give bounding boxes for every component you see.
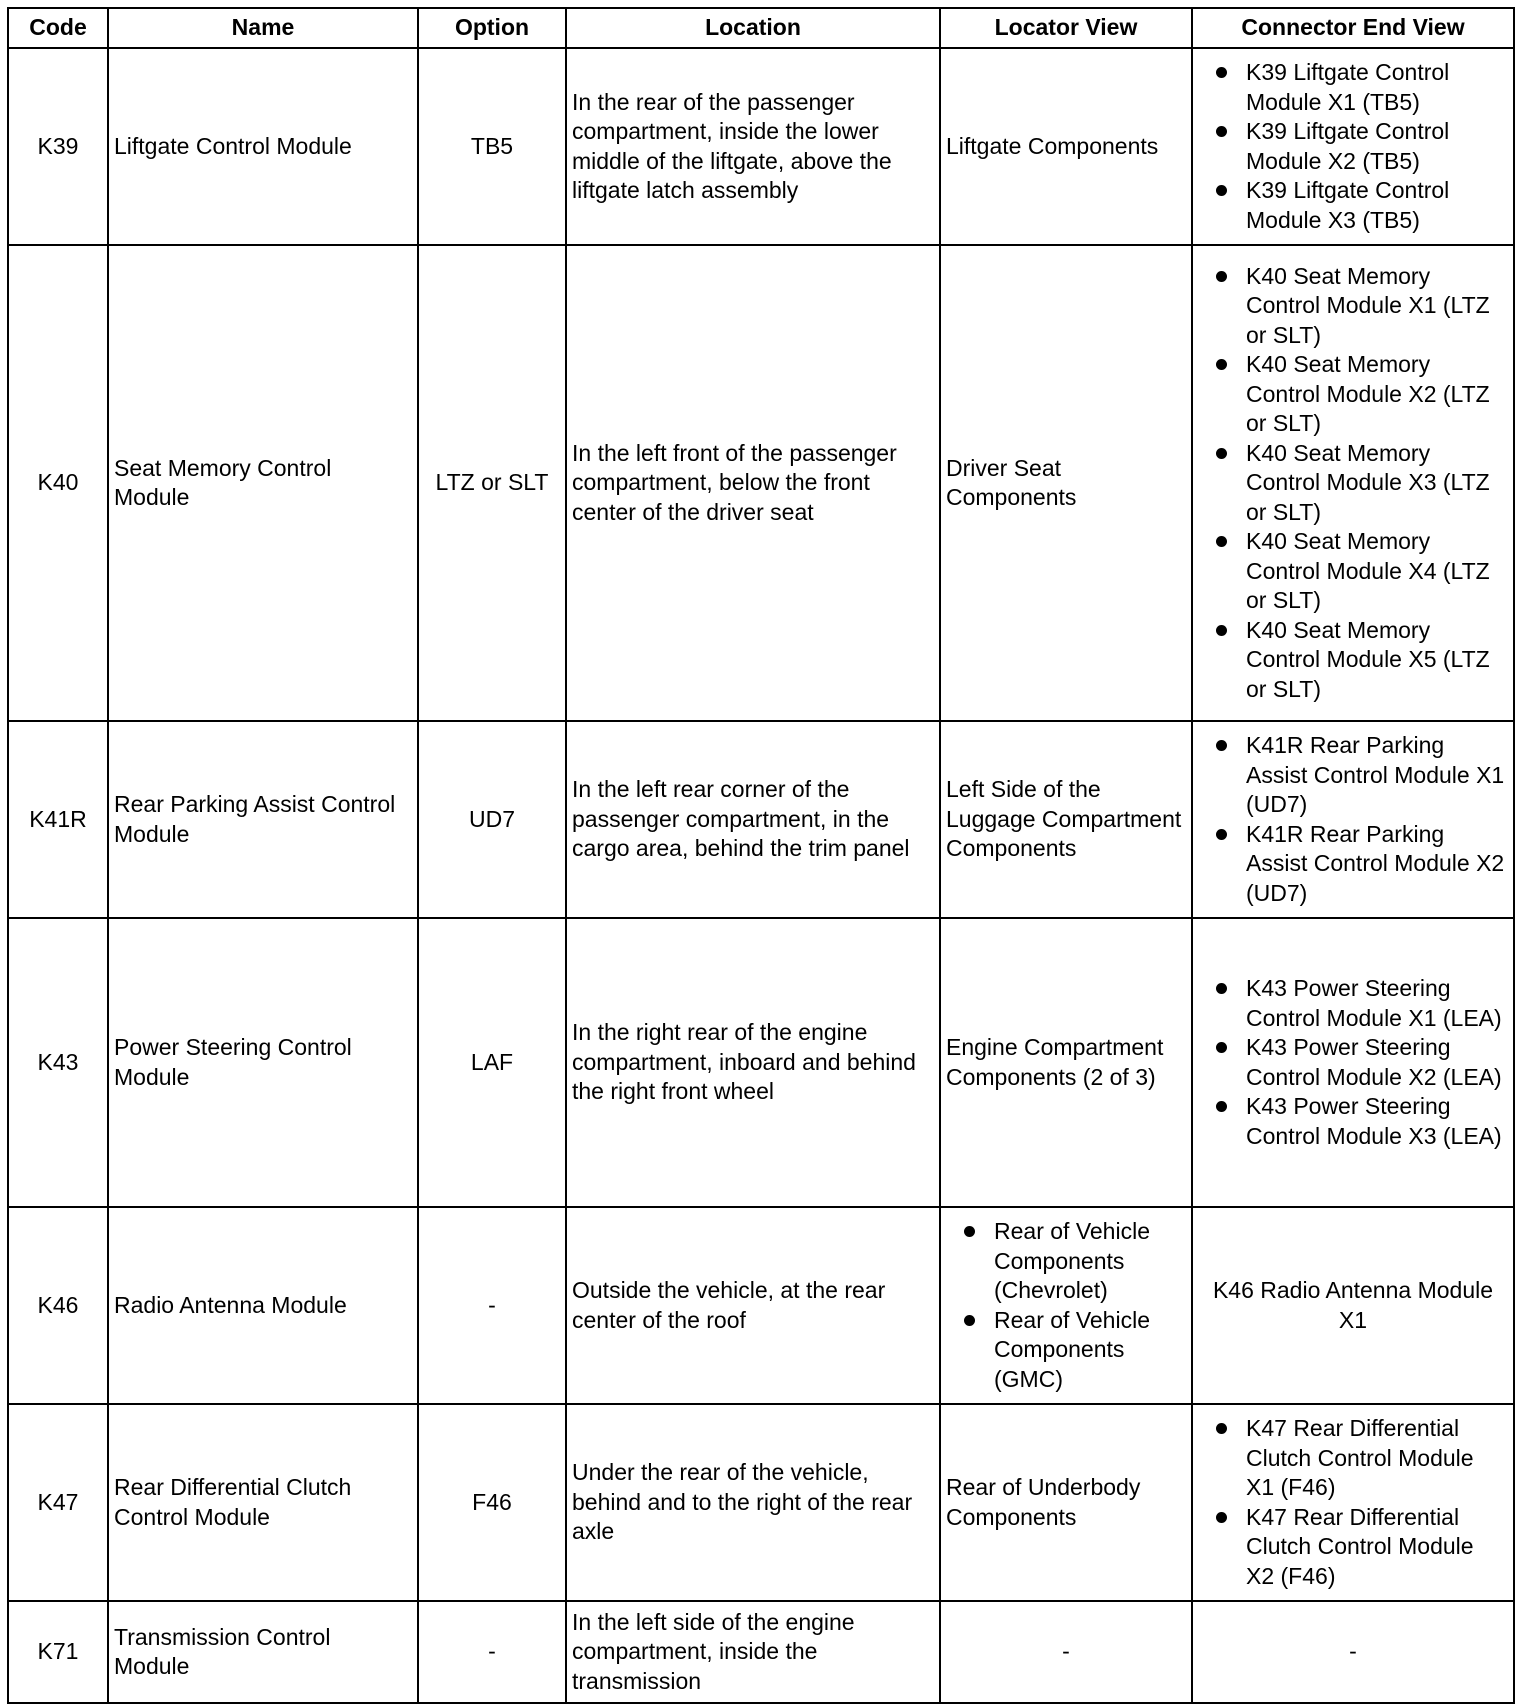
header-name: Name: [108, 8, 418, 48]
code-cell: K39: [8, 48, 108, 245]
name-cell: Power Steering Control Module: [108, 918, 418, 1207]
connector-end-view-cell: [1192, 1404, 1514, 1601]
locator-list: [946, 1217, 1186, 1394]
connector-link[interactable]: K39 Liftgate Control Module X3 (TB5): [1198, 176, 1508, 235]
name-cell: Radio Antenna Module: [108, 1207, 418, 1404]
table-row: [8, 1207, 1514, 1404]
locator-view-cell: [940, 1207, 1192, 1404]
header-row: [8, 8, 1514, 48]
component-locator-table: [7, 7, 1515, 1704]
connector-end-view-cell: [1192, 721, 1514, 918]
option-cell: LAF: [418, 918, 566, 1207]
connector-end-view-cell: [1192, 918, 1514, 1207]
option-cell: LTZ or SLT: [418, 245, 566, 721]
connector-link[interactable]: K40 Seat Memory Control Module X1 (LTZ or SLT): [1198, 262, 1508, 351]
option-cell: -: [418, 1207, 566, 1404]
locator-view-cell[interactable]: Rear of Underbody Components: [940, 1404, 1192, 1601]
locator-link[interactable]: Rear of Vehicle Components (GMC): [946, 1306, 1186, 1395]
location-cell: In the right rear of the engine compartment, inboard and behind the right front wheel: [566, 918, 940, 1207]
header-locator-view: Locator View: [940, 8, 1192, 48]
table-row: [8, 245, 1514, 721]
table-row: [8, 48, 1514, 245]
connector-list: [1198, 1414, 1508, 1591]
location-cell: In the rear of the passenger compartment, inside the lower middle of the liftgate, above the liftgate latch assembly: [566, 48, 940, 245]
connector-list: [1198, 731, 1508, 908]
table-row: [8, 1404, 1514, 1601]
table-row: [8, 918, 1514, 1207]
connector-link[interactable]: K39 Liftgate Control Module X1 (TB5): [1198, 58, 1508, 117]
code-cell: K46: [8, 1207, 108, 1404]
table-row: [8, 721, 1514, 918]
connector-end-view-cell: -: [1192, 1601, 1514, 1703]
connector-list: [1198, 58, 1508, 235]
location-cell: Under the rear of the vehicle, behind and to the right of the rear axle: [566, 1404, 940, 1601]
code-cell: K41R: [8, 721, 108, 918]
header-option: Option: [418, 8, 566, 48]
location-cell: In the left front of the passenger compartment, below the front center of the driver seat: [566, 245, 940, 721]
option-cell: TB5: [418, 48, 566, 245]
name-cell: Rear Differential Clutch Control Module: [108, 1404, 418, 1601]
location-cell: In the left side of the engine compartment, inside the transmission: [566, 1601, 940, 1703]
connector-link[interactable]: K40 Seat Memory Control Module X5 (LTZ or SLT): [1198, 616, 1508, 705]
code-cell: K40: [8, 245, 108, 721]
connector-link[interactable]: K43 Power Steering Control Module X2 (LEA): [1198, 1033, 1508, 1092]
locator-view-cell: -: [940, 1601, 1192, 1703]
option-cell: F46: [418, 1404, 566, 1601]
connector-link[interactable]: K43 Power Steering Control Module X1 (LEA): [1198, 974, 1508, 1033]
table-row: [8, 1601, 1514, 1703]
header-location: Location: [566, 8, 940, 48]
option-cell: -: [418, 1601, 566, 1703]
location-cell: Outside the vehicle, at the rear center of the roof: [566, 1207, 940, 1404]
connector-link[interactable]: K39 Liftgate Control Module X2 (TB5): [1198, 117, 1508, 176]
name-cell: Transmission Control Module: [108, 1601, 418, 1703]
code-cell: K43: [8, 918, 108, 1207]
locator-view-cell[interactable]: Driver Seat Components: [940, 245, 1192, 721]
connector-end-view-cell[interactable]: K46 Radio Antenna Module X1: [1192, 1207, 1514, 1404]
connector-end-view-cell: [1192, 48, 1514, 245]
option-cell: UD7: [418, 721, 566, 918]
connector-link[interactable]: K40 Seat Memory Control Module X2 (LTZ or SLT): [1198, 350, 1508, 439]
connector-link[interactable]: K47 Rear Differential Clutch Control Module X2 (F46): [1198, 1503, 1508, 1592]
connector-link[interactable]: K41R Rear Parking Assist Control Module X2 (UD7): [1198, 820, 1508, 909]
code-cell: K47: [8, 1404, 108, 1601]
name-cell: Liftgate Control Module: [108, 48, 418, 245]
connector-list: [1198, 262, 1508, 705]
connector-link[interactable]: K40 Seat Memory Control Module X4 (LTZ or SLT): [1198, 527, 1508, 616]
connector-link[interactable]: K43 Power Steering Control Module X3 (LEA): [1198, 1092, 1508, 1151]
header-connector-end-view: Connector End View: [1192, 8, 1514, 48]
connector-link[interactable]: K47 Rear Differential Clutch Control Module X1 (F46): [1198, 1414, 1508, 1503]
header-code: Code: [8, 8, 108, 48]
locator-view-cell[interactable]: Left Side of the Luggage Compartment Components: [940, 721, 1192, 918]
locator-link[interactable]: Rear of Vehicle Components (Chevrolet): [946, 1217, 1186, 1306]
connector-link[interactable]: K41R Rear Parking Assist Control Module X1 (UD7): [1198, 731, 1508, 820]
connector-link[interactable]: K40 Seat Memory Control Module X3 (LTZ or SLT): [1198, 439, 1508, 528]
connector-list: [1198, 974, 1508, 1151]
name-cell: Rear Parking Assist Control Module: [108, 721, 418, 918]
locator-view-cell[interactable]: Engine Compartment Components (2 of 3): [940, 918, 1192, 1207]
locator-view-cell[interactable]: Liftgate Components: [940, 48, 1192, 245]
name-cell: Seat Memory Control Module: [108, 245, 418, 721]
location-cell: In the left rear corner of the passenger compartment, in the cargo area, behind the trim panel: [566, 721, 940, 918]
connector-end-view-cell: [1192, 245, 1514, 721]
code-cell: K71: [8, 1601, 108, 1703]
